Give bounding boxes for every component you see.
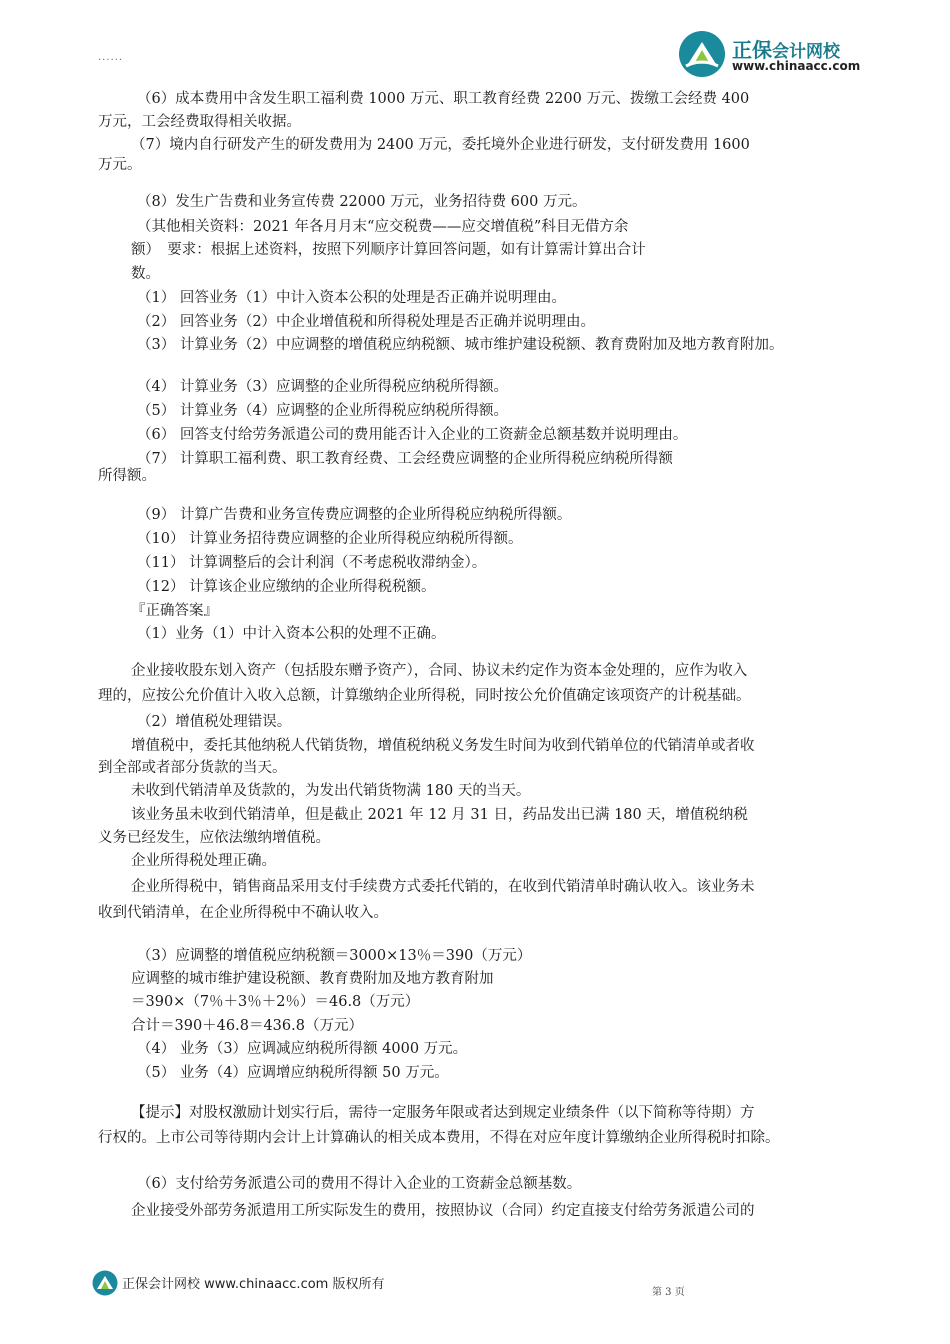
text-line: （3）应调整的增值税应纳税额＝3000×13％＝390（万元） bbox=[137, 948, 532, 964]
text-line: 万元。 bbox=[98, 157, 142, 173]
text-line: （10） 计算业务招待费应调整的企业所得税应纳税所得额。 bbox=[137, 531, 523, 547]
text-line: （9） 计算广告费和业务宣传费应调整的企业所得税应纳税所得额。 bbox=[137, 507, 572, 523]
page-number: 第 3 页 bbox=[652, 1287, 685, 1298]
text-line: 收到代销清单，在企业所得税中不确认收入。 bbox=[98, 905, 388, 921]
text-line: 合计＝390＋46.8＝436.8（万元） bbox=[131, 1018, 363, 1034]
text-line: 数。 bbox=[131, 266, 160, 282]
text-line: 该业务虽未收到代销清单，但是截止 2021 年 12 月 31 日，药品发出已满 180 天，增值税纳税 bbox=[131, 807, 748, 823]
text-line: （1）业务（1）中计入资本公积的处理不正确。 bbox=[137, 626, 446, 642]
brand-url: www.chinaacc.com bbox=[732, 59, 861, 73]
text-line: （6）支付给劳务派遣公司的费用不得计入企业的工资薪金总额基数。 bbox=[137, 1176, 582, 1192]
text-line: （3） 计算业务（2）中应调整的增值税应纳税额、城市维护建设税额、教育费附加及地方教育附加。 bbox=[137, 337, 784, 353]
text-line: 额） 要求：根据上述资料，按照下列顺序计算回答问题，如有计算需计算出合计 bbox=[131, 242, 646, 258]
text-line-cut: 所得额。 bbox=[98, 468, 156, 484]
text-line: （1） 回答业务（1）中计入资本公积的处理是否正确并说明理由。 bbox=[137, 290, 567, 306]
text-line: （12） 计算该企业应缴纳的企业所得税税额。 bbox=[137, 579, 436, 595]
text-line: 万元，工会经费取得相关收据。 bbox=[98, 114, 301, 130]
text-line: 未收到代销清单及货款的，为发出代销货物满 180 天的当天。 bbox=[131, 783, 531, 799]
text-line-cut: （7） 计算职工福利费、职工教育经费、工会经费应调整的企业所得税应纳税所得额 bbox=[137, 451, 673, 467]
text-line: 应调整的城市维护建设税额、教育费附加及地方教育附加 bbox=[131, 971, 494, 987]
text-line: 企业所得税中，销售商品采用支付手续费方式委托代销的，在收到代销清单时确认收入。该业务未 bbox=[131, 879, 755, 895]
footer-copyright: 正保会计网校 www.chinaacc.com 版权所有 bbox=[122, 1277, 385, 1292]
brand-name: 正保会计网校 bbox=[732, 38, 840, 62]
text-line-cut: 企业接收股东划入资产（包括股东赠予资产），合同、协议未约定作为资本金处理的，应作为收入 bbox=[131, 663, 748, 679]
text-line: （2） 回答业务（2）中企业增值税和所得税处理是否正确并说明理由。 bbox=[137, 314, 596, 330]
text-line: （11） 计算调整后的会计利润（不考虑税收滞纳金）。 bbox=[137, 555, 487, 571]
text-line: （5） 计算业务（4）应调整的企业所得税应纳税所得额。 bbox=[137, 403, 509, 419]
logo-mark-icon bbox=[678, 30, 726, 78]
text-line-cut: 企业接受外部劳务派遣用工所实际发生的费用，按照协议（合同）约定直接支付给劳务派遣公司的 bbox=[131, 1203, 755, 1219]
text-line: 义务已经发生，应依法缴纳增值税。 bbox=[98, 830, 330, 846]
text-line: （4） 计算业务（3）应调整的企业所得税应纳税所得额。 bbox=[137, 379, 509, 395]
text-line-cut: 【提示】对股权激励计划实行后，需待一定服务年限或者达到规定业绩条件（以下简称等待期）方 bbox=[131, 1105, 755, 1121]
text-line: （8）发生广告费和业务宣传费 22000 万元，业务招待费 600 万元。 bbox=[137, 194, 587, 210]
text-line: 企业所得税处理正确。 bbox=[131, 853, 276, 869]
text-line: （6） 回答支付给劳务派遣公司的费用能否计入企业的工资薪金总额基数并说明理由。 bbox=[137, 427, 688, 443]
text-line: （2）增值税处理错误。 bbox=[137, 714, 292, 730]
header-fragment: ...... bbox=[98, 52, 124, 63]
text-line: 到全部或者部分货款的当天。 bbox=[98, 760, 287, 776]
text-line: （其他相关资料：2021 年各月月末“应交税费——应交增值税”科目无借方余 bbox=[137, 219, 629, 235]
text-line: 行权的。上市公司等待期内会计上计算确认的相关成本费用，不得在对应年度计算缴纳企业所得税时扣除。 bbox=[98, 1130, 780, 1146]
text-line: ＝390×（7％＋3％＋2％）＝46.8（万元） bbox=[131, 994, 420, 1010]
text-line: （6）成本费用中含发生职工福利费 1000 万元、职工教育经费 2200 万元、拨缴工会经费 400 bbox=[137, 91, 750, 107]
footer-logo-icon bbox=[92, 1270, 118, 1296]
text-line: （7）境内自行研发产生的研发费用为 2400 万元，委托境外企业进行研发，支付研发费用 1600 bbox=[131, 137, 750, 153]
text-line: 理的，应按公允价值计入收入总额，计算缴纳企业所得税，同时按公允价值确定该项资产的计税基础。 bbox=[98, 688, 751, 704]
text-line: （5） 业务（4）应调增应纳税所得额 50 万元。 bbox=[137, 1065, 449, 1081]
text-line: （4） 业务（3）应调减应纳税所得额 4000 万元。 bbox=[137, 1041, 468, 1057]
brand-logo bbox=[678, 30, 878, 80]
text-line: 增值税中，委托其他纳税人代销货物，增值税纳税义务发生时间为收到代销单位的代销清单或者收 bbox=[131, 738, 755, 754]
text-line: 『正确答案』 bbox=[131, 603, 218, 619]
